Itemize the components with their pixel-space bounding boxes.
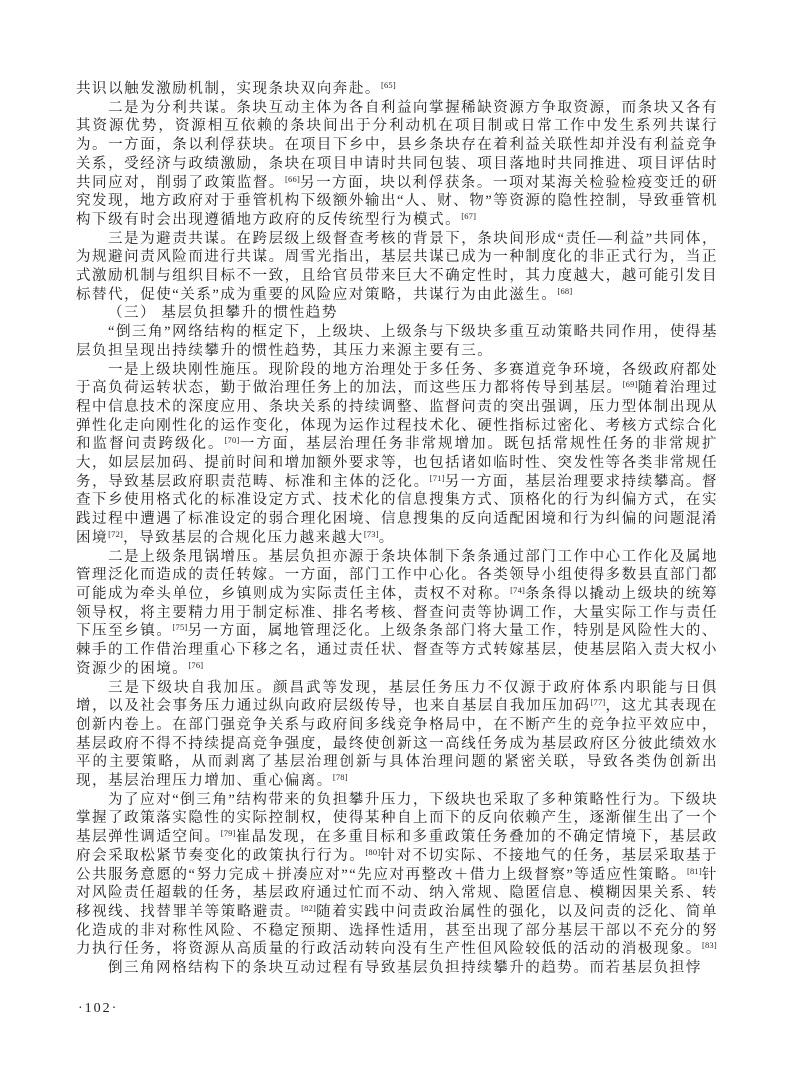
paragraph: 为了应对“倒三角”结构带来的负担攀升压力，下级块也采取了多种策略性行为。下级块掌握了政策落实隐性的实际控制权，使得某种自上而下的反向依赖产生，逐渐催生出了一个基层弹性调适空间。[79]崔晶发现，在多重目标和多重政策任务叠加的不确定情境下，基层政府会采取松紧节奏变化的政策执行行为。[80]针对不切实际、不接地气的任务，基层采取基于公共服务意愿的“努力完成＋拼凑应对”“先应对再整改＋借力上级督察”等适应性策略。[81]针对风险责任超载的任务，基层政府通过忙而不动、纳入常规、隐匿信息、模糊因果关系、转移视线、找替罪羊等策略避责。[82]随着实践中问责政治属性的强化，以及问责的泛化、简单化造成的非对称性风险、不稳定预期、选择性适用，甚至出现了部分基层干部以不充分的努力执行任务，将资源从高质量的行政活动转向没有生产性但风险较低的活动的消极现象。[83] <box>76 791 719 958</box>
paragraph: 三是为避责共谋。在跨层级上级督查考核的背景下，条块间形成“责任—利益”共同体，为规避问责风险而进行共谋。周雪光指出，基层共谋已成为一种制度化的非正式行为，当正式激励机制与组织目标不一致，且给官员带来巨大不确定性时，其力度越大，越可能引发目标替代，促使“关系”成为重要的风险应对策略，共谋行为由此滋生。[68] <box>76 230 718 303</box>
footnote-ref: [75] <box>172 622 188 633</box>
paragraph: 二是为分利共谋。条块互动主体为各自利益向掌握稀缺资源方争取资源，而条块又各有其资源优势，资源相互依赖的条块间出于分利动机在项目制或日常工作中发生系列共谋行为。一方面，条以利俘获块。在项目下乡中，县乡条块存在着利益关联性却并没有利益竞争关系，受经济与政绩激励，条块在项目申请时共同包装、项目落地时共同推进、项目评估时共同应对，削弱了政策监督。[66]另一方面，块以利俘获条。一项对某海关检验检疫变迁的研究发现，地方政府对于垂管机构下级额外输出“人、财、物”等资源的隐性控制，导致垂管机构下级有时会出现遵循地方政府的反传统型行为模式。[67] <box>76 99 718 228</box>
paragraph: 倒三角网格结构下的条块互动过程有导致基层负担持续攀升的趋势。而若基层负担悖 <box>108 960 702 977</box>
footnote-ref: [65] <box>380 80 396 90</box>
page-number: ·102· <box>78 1001 119 1016</box>
footnote-ref: [74] <box>510 584 526 595</box>
footnote-ref: [68] <box>557 285 573 296</box>
footnote-ref: [79] <box>220 828 236 839</box>
paragraph: 三是下级块自我加压。颜昌武等发现，基层任务压力不仅源于政府体系内职能与日俱增，以及社会事务压力通过纵向政府层级传导，也来自基层自我加压加码[77]，这尤其表现在创新内卷上。在部门强竞争关系与政府间多线竞争格局中，在不断产生的竞争拉平效应中，基层政府不得不持续提高竞争强度，最终使创新这一高线任务成为基层政府区分彼此绩效水平的主要策略，从而剥离了基层治理创新与具体治理问题的紧密关联，导致各类伪创新出现，基层治理压力增加、重心偏离。[78] <box>76 679 718 790</box>
page-body <box>76 80 718 978</box>
footnote-ref: [67] <box>461 210 477 221</box>
footnote-ref: [71] <box>429 472 445 483</box>
footnote-ref: [73] <box>363 528 379 539</box>
paragraph: 二是上级条甩锅增压。基层负担亦源于条块体制下条条通过部门工作中心工作化及属地管理泛化而造成的责任转嫁。一方面，部门工作中心化。各类领导小组使得多数县直部门都可能成为牵头单位，乡镇则成为实际责任主体，责权不对称。[74]条条得以撬动上级块的统筹领导权，将主要精力用于制定标准、排名考核、督查问责等协调工作，大量实际工作与责任下压至乡镇。[75]另一方面，属地管理泛化。上级条条部门将大量工作，特别是风险性大的、棘手的工作借治理重心下移之名，通过责任状、督查等方式转嫁基层，使基层陷入责大权小资源少的困境。[76] <box>76 548 718 677</box>
section-heading: （三） 基层负担攀升的惯性趋势 <box>108 305 338 322</box>
paragraph: 共识以触发激励机制，实现条块双向奔赴。[65] <box>76 80 396 97</box>
footnote-ref: [72] <box>108 528 124 539</box>
paragraph: 一是上级块刚性施压。现阶段的地方治理处于多任务、多赛道竞争环境，各级政府都处于高负荷运转状态，勤于做治理任务上的加法，而这些压力都将传导到基层。[69]随着治理过程中信息技术的深度应用、条块关系的持续调整、监督问责的突出强调，压力型体制出现从弹性化走向刚性化的运作变化，体现为运作过程技术化、硬性指标过密化、考核方式综合化和监督问责跨级化。[70]一方面，基层治理任务非常规增加。既包括常规性任务的非常规扩大，如层层加码、提前时间和增加额外要求等，也包括诸如临时性、突发性等各类非常规任务，导致基层政府职责范畴、标准和主体的泛化。[71]另一方面，基层治理要求持续攀高。督查下乡使用格式化的标准设定方式、技术化的信息搜集方式、顶格化的行为纠偏方式，在实践过程中遭遇了标准设定的弱合理化困境、信息搜集的反向适配困境和行为纠偏的问题混淆困境[72]，导致基层的合规化压力越来越大[73]。 <box>76 361 719 546</box>
footnote-ref: [80] <box>365 846 381 857</box>
footnote-ref: [66] <box>285 173 300 184</box>
footnote-ref: [82] <box>301 902 317 913</box>
footnote-ref: [69] <box>622 379 638 390</box>
footnote-ref: [70] <box>224 435 240 446</box>
footnote-ref: [81] <box>686 865 702 876</box>
footnote-ref: [83] <box>701 940 717 951</box>
footnote-ref: [78] <box>332 772 348 783</box>
footnote-ref: [76] <box>188 659 204 670</box>
paragraph: “倒三角”网络结构的框定下，上级块、上级条与下级块多重互动策略共同作用，使得基层负担呈现出持续攀升的惯性趋势，其压力来源主要有三。 <box>76 324 718 359</box>
footnote-ref: [77] <box>590 697 606 708</box>
